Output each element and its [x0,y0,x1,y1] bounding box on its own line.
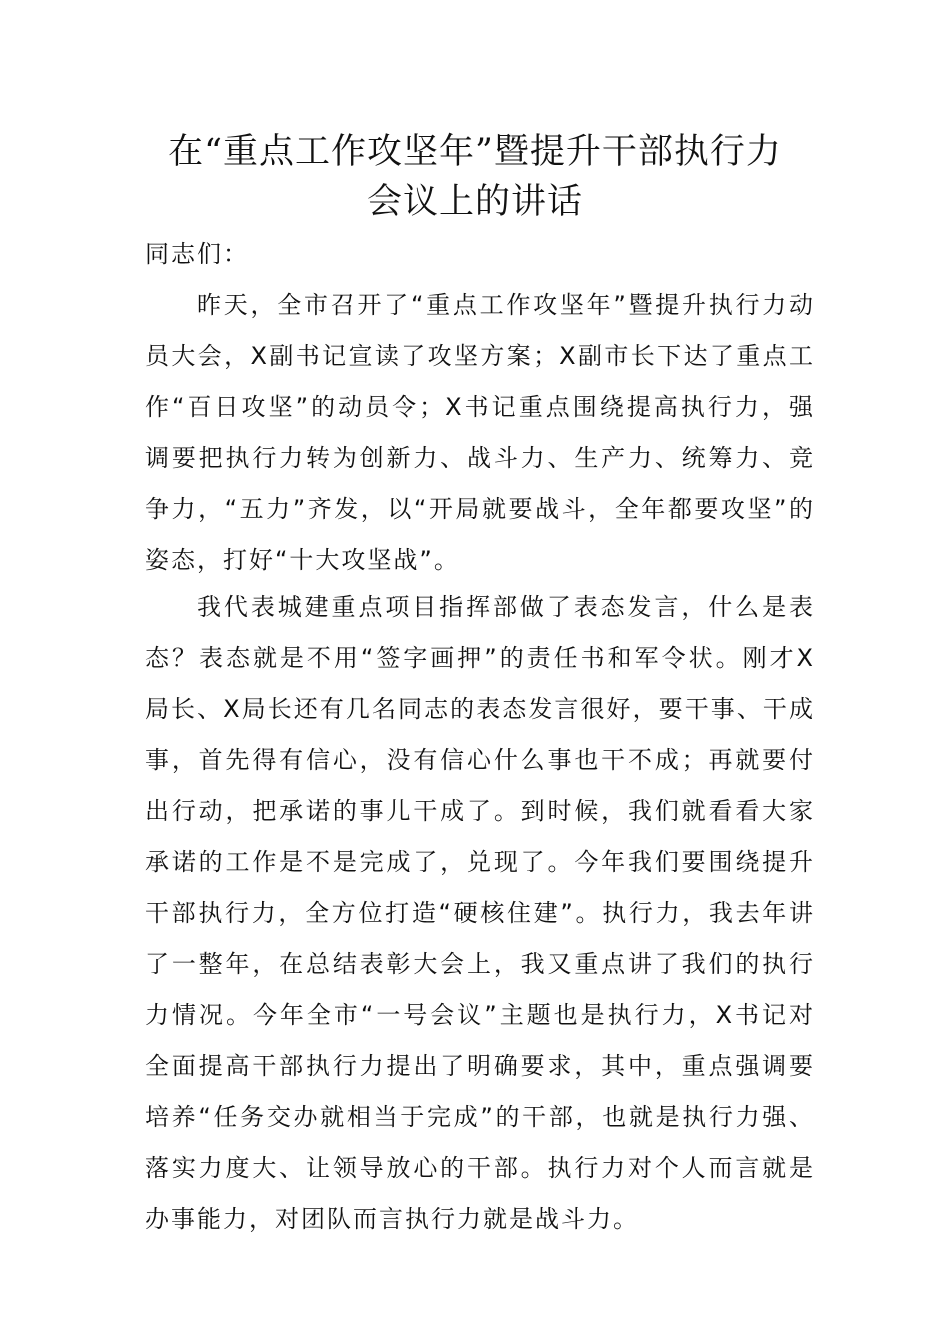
document-title-line-1: 在“重点工作攻坚年”暨提升干部执行力 [168,132,782,172]
paragraph-2: 我代表城建重点项目指挥部做了表态发言，什么是表态？表态就是不用“签字画押”的责任书和军令状。刚才X局长、X局长还有几名同志的表态发言很好，要干事、干成事，首先得有信心，没有信心什么事也干不成；再就要付出行动，把承诺的事儿干成了。到时候，我们就看看大家承诺的工作是不是完成了，兑现了。今年我们要围绕提升干部执行力，全方位打造“硬核住建”。执行力，我去年讲了一整年，在总结表彰大会上，我又重点讲了我们的执行力情况。今年全市“一号会议”主题也是执行力，X书记对全面提高干部执行力提出了明确要求，其中，重点强调要培养“任务交办就相当于完成”的干部，也就是执行力强、落实力度大、让领导放心的干部。执行力对个人而言就是办事能力，对团队而言执行力就是战斗力。 [145,593,815,1233]
document-title-line-2: 会议上的讲话 [366,182,583,222]
paragraph-1: 昨天，全市召开了“重点工作攻坚年”暨提升执行力动员大会，X副书记宣读了攻坚方案；X副市长下达了重点工作“百日攻坚”的动员令；X书记重点围绕提高执行力，强调要把执行力转为创新力、战斗力、生产力、统筹力、竞争力，“五力”齐发，以“开局就要战斗，全年都要攻坚”的姿态，打好“十大攻坚战”。 [145,291,815,574]
salutation: 同志们： [145,240,249,268]
